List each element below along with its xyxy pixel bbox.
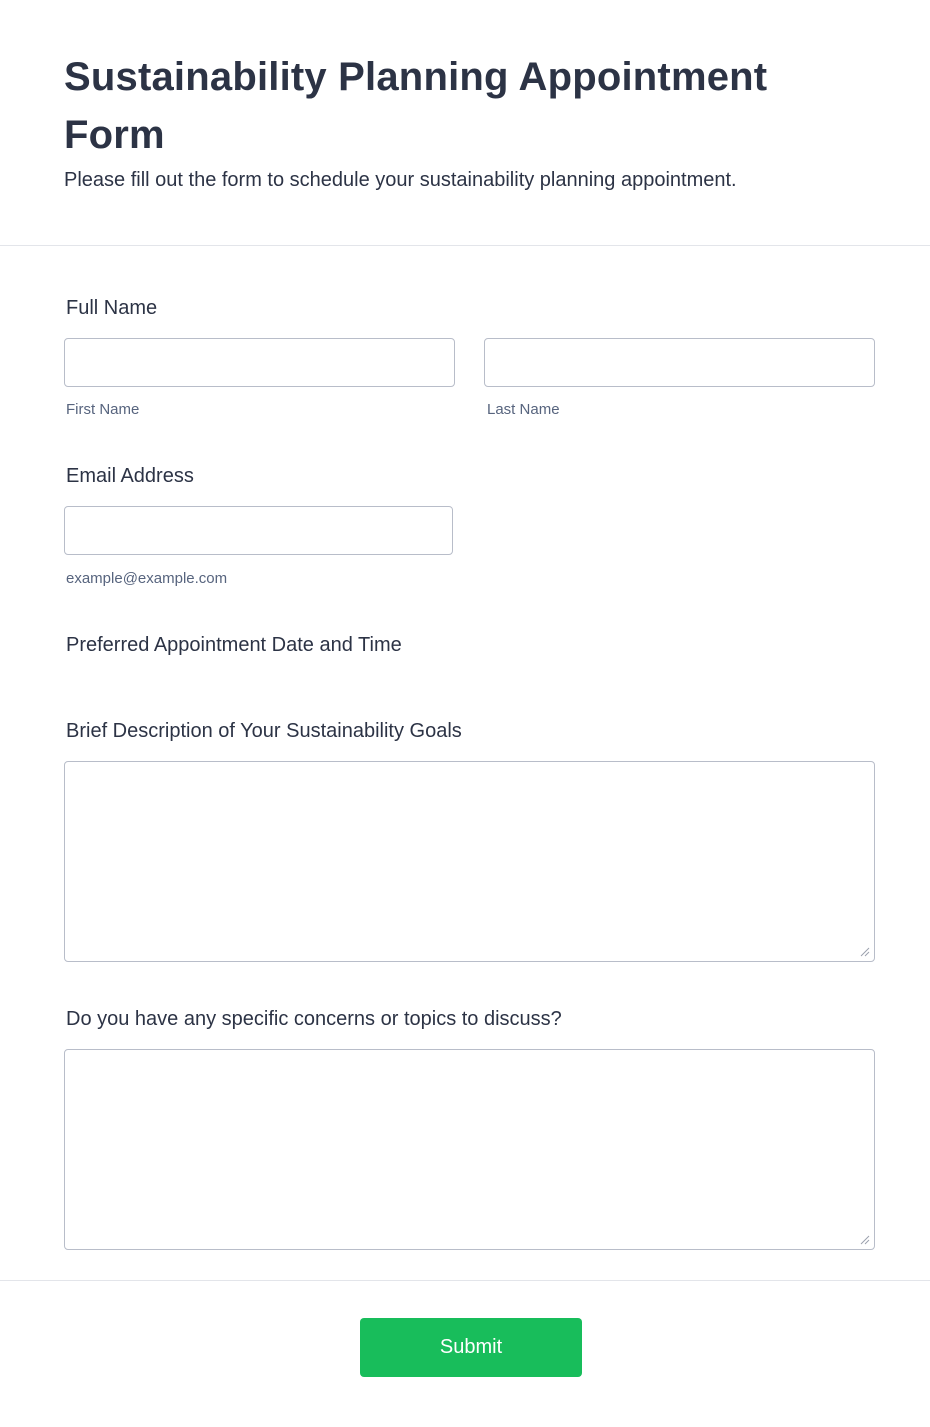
resize-grip-icon[interactable] — [860, 1235, 870, 1245]
concerns-label: Do you have any specific concerns or topics to discuss? — [66, 1008, 562, 1030]
concerns-textarea[interactable] — [64, 1049, 875, 1250]
page-title: Sustainability Planning Appointment Form — [64, 55, 768, 157]
page-subtitle: Please fill out the form to schedule your sustainability planning appointment. — [64, 169, 737, 191]
form-header — [0, 0, 930, 246]
email-sublabel: example@example.com — [66, 570, 228, 587]
last-name-sublabel: Last Name — [487, 401, 560, 418]
last-name-input[interactable] — [484, 338, 875, 387]
goals-textarea[interactable] — [64, 761, 875, 962]
first-name-sublabel: First Name — [66, 401, 140, 418]
email-input[interactable] — [64, 506, 453, 555]
resize-grip-icon[interactable] — [860, 947, 870, 957]
email-label: Email Address — [66, 465, 194, 487]
appointment-label: Preferred Appointment Date and Time — [66, 634, 402, 656]
full-name-label: Full Name — [66, 297, 158, 319]
first-name-input[interactable] — [64, 338, 455, 387]
goals-label: Brief Description of Your Sustainability Goals — [66, 720, 462, 742]
footer-divider — [0, 1280, 930, 1281]
submit-button[interactable]: Submit — [360, 1318, 582, 1377]
